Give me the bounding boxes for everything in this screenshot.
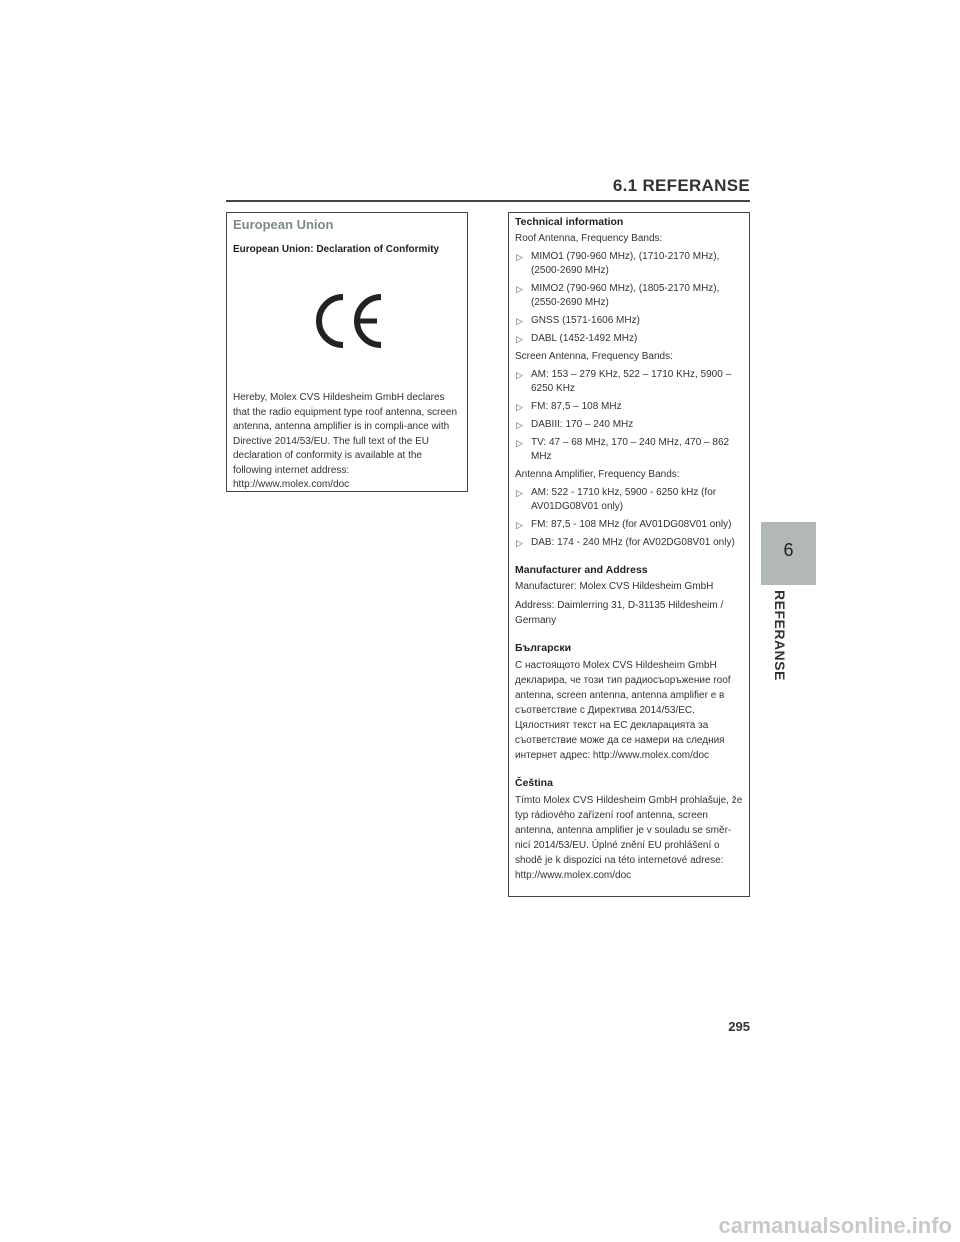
list-item [515,518,743,532]
triangle-bullet-icon: ▷ [516,316,523,326]
ce-mark-icon [309,291,385,351]
amplifier-intro: Antenna Amplifier, Frequency Bands: [515,469,680,480]
eu-title: European Union [233,217,334,232]
bulgarian-title: Български [515,642,572,654]
list-item-text: MIMO2 (790-960 MHz), (1805-2170 MHz), (2550-2690 MHz) [531,283,720,308]
list-item [515,282,743,310]
eu-subtitle: European Union: Declaration of Conformity [233,244,440,255]
list-item-text: DAB: 174 - 240 MHz (for AV02DG08V01 only) [531,537,735,548]
list-item-text: AM: 522 - 1710 kHz, 5900 - 6250 kHz (for AV01DG08V01 only) [531,487,717,512]
czech-text: Tímto Molex CVS Hildesheim GmbH prohlašuje, že typ rádiového zařízení roof antenna, screen antenna, antenna amplifier je v souladu se směr-nicí 2014/53/EU. Úplné znění EU prohlášení o shodě je k dispozici na této internetové adrese: http://www.molex.com/doc [515,795,743,881]
list-item [515,314,743,328]
ce-logo-wrap [233,291,461,365]
list-item [515,486,743,514]
list-item [515,400,743,414]
triangle-bullet-icon: ▷ [516,402,523,412]
roof-antenna-intro: Roof Antenna, Frequency Bands: [515,233,663,244]
list-item [515,418,743,432]
watermark: carmanualsonline.info [718,1213,952,1238]
list-item [515,368,743,396]
bulgarian-text: С настоящото Molex CVS Hildesheim GmbH декларира, че този тип радиосъоръжение roof antenna, screen antenna, antenna amplifier е в съответствие с Директива 2014/53/ЕС. Цялостният текст на ЕС декларацията за съответствие може да се намери на следния интернет адрес: http://www.molex.com/doc [515,660,731,761]
page-number: 295 [728,1019,750,1034]
eu-declaration-box [226,212,468,492]
list-item-text: FM: 87,5 - 108 MHz (for AV01DG08V01 only) [531,519,732,530]
page-header-title: 6.1 REFERANSE [612,176,750,195]
chapter-label-text: REFERANSE [772,590,788,681]
list-item-text: FM: 87,5 – 108 MHz [531,401,622,412]
list-item [515,250,743,278]
chapter-side-label [768,590,788,681]
triangle-bullet-icon: ▷ [516,284,523,294]
chapter-side-tab [761,522,816,585]
address-text: Address: Daimlerring 31, D-31135 Hildesheim / Germany [515,600,724,626]
triangle-bullet-icon: ▷ [516,252,523,262]
manufacturer-title: Manufacturer and Address [515,564,648,576]
chapter-number: 6 [783,540,794,560]
manufacturer-text: Manufacturer: Molex CVS Hildesheim GmbH [515,581,714,592]
czech-title: Čeština [515,777,553,789]
technical-info-box [508,212,750,897]
triangle-bullet-icon: ▷ [516,334,523,344]
list-item-text: DABIII: 170 – 240 MHz [531,419,634,430]
eu-body-text: Hereby, Molex CVS Hildesheim GmbH declares that the radio equipment type roof antenna, screen antenna, antenna amplifier is in compli-ance with Directive 2014/53/EU. The full text of the EU declaration of conformity is available at the following internet address: http://www.molex.com/doc [233,392,458,490]
list-item-text: GNSS (1571-1606 MHz) [531,315,640,326]
list-item-text: DABL (1452-1492 MHz) [531,333,638,344]
triangle-bullet-icon: ▷ [516,420,523,430]
triangle-bullet-icon: ▷ [516,438,523,448]
list-item [515,436,743,464]
tech-title: Technical information [515,216,624,228]
triangle-bullet-icon: ▷ [516,488,523,498]
screen-antenna-intro: Screen Antenna, Frequency Bands: [515,351,673,362]
list-item-text: MIMO1 (790-960 MHz), (1710-2170 MHz), (2500-2690 MHz) [531,251,720,276]
list-item-text: AM: 153 – 279 KHz, 522 – 1710 KHz, 5900 – 6250 KHz [531,369,732,394]
list-item [515,332,743,346]
triangle-bullet-icon: ▷ [516,538,523,548]
triangle-bullet-icon: ▷ [516,370,523,380]
header-rule [226,200,750,202]
list-item-text: TV: 47 – 68 MHz, 170 – 240 MHz, 470 – 862 MHz [531,437,730,462]
triangle-bullet-icon: ▷ [516,520,523,530]
list-item [515,536,743,550]
